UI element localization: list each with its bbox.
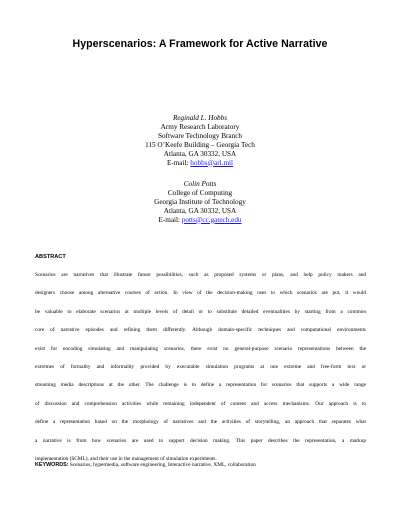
author-block-potts [0, 180, 400, 225]
author-name: Colin Potts [183, 180, 217, 188]
affiliation-line: Army Research Laboratory [160, 122, 240, 131]
affiliation-line: Georgia Institute of Technology [154, 197, 246, 206]
abstract-line: designers choose among alternative courses of action. In view of the decision-making uses to which scenarios are put, it would [35, 290, 366, 297]
email-label: E-mail: [158, 215, 182, 224]
affiliation-line: Atlanta, GA 30332, USA [163, 149, 237, 158]
abstract-line: exist for encoding simulating and manipulating scenarios, there exist no general-purpose scenario representations between the [35, 345, 366, 352]
email-link[interactable]: potts@cc.gatech.edu [181, 215, 242, 224]
abstract-line: a narrative is from how scenarios are used to support decision making. This paper describes the representation, a markup [35, 437, 366, 444]
keywords-label: KEYWORDS: [35, 462, 69, 468]
abstract-heading: ABSTRACT [35, 254, 66, 260]
abstract-line: streaming media descriptions at the other. The challenge is to define a representation for scenarios that supports a wide range [35, 382, 366, 389]
affiliation-line: College of Computing [167, 188, 233, 197]
author-block-hobbs [0, 114, 400, 167]
keywords-text: Scenarios, hypermedia, software engineering, Interactive narrative, XML, collaboration [68, 462, 256, 468]
abstract-line: of discussion and comprehension activities while remaining independent of content and access mechanisms. Our approach is to [35, 400, 366, 407]
affiliation-line: Atlanta, GA 30332, USA [163, 206, 237, 215]
abstract-line: core of narrative episodes and refining them differently. Although domain-specific techniques and computational environments [35, 327, 366, 334]
author-name: Reginald L. Hobbs [172, 114, 228, 122]
email-label: E-mail: [166, 158, 191, 167]
abstract-line: Scenarios are narratives that illustrate future possibilities, such as proposed systems or plans, and help policy makers and [35, 272, 366, 278]
affiliation-line: 115 O’Keefe Building – Georgia Tech [145, 140, 255, 149]
keywords-line [35, 462, 256, 468]
email-line [0, 216, 400, 225]
abstract-body [35, 266, 366, 468]
abstract-line: implementation (SCML), and their use in the management of simulation experiments. [35, 455, 217, 462]
abstract-line: define a representation based on the morphology of narratives and the activities of storytelling, an approach that separates what [35, 419, 366, 426]
email-line [0, 159, 400, 168]
paper-title: Hyperscenarios: A Framework for Active Narrative [72, 38, 328, 50]
affiliation-line: Software Technology Branch [158, 131, 242, 140]
abstract-line: extremes of formality and informality provided by executable simulation programs at one extreme and free-form text or [35, 363, 366, 370]
abstract-line: be valuable to elaborate scenarios at multiple levels of detail or to substitute detailed eventualities by starting from a common [35, 308, 366, 315]
email-link[interactable]: hobbs@arl.mil [190, 158, 234, 167]
